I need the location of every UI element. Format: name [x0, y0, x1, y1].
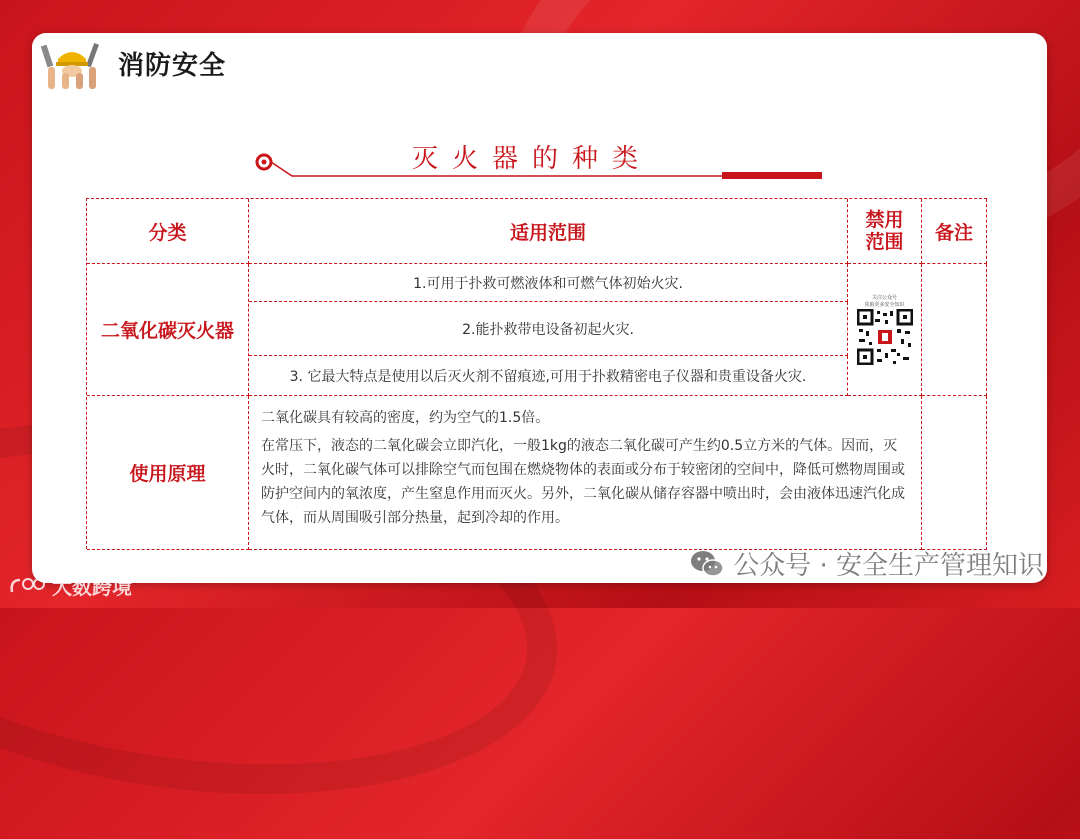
content-card: [32, 33, 1047, 583]
principle-paragraph-1: 二氧化碳具有较高的密度，约为空气的1.5倍。: [261, 410, 550, 426]
header-prohibited: [848, 199, 922, 264]
scope-item-2: 2.能扑救带电设备初起火灾.: [249, 302, 848, 356]
header-prohibited-label: 禁用 范围: [865, 209, 904, 253]
header-category: 分类: [87, 199, 249, 264]
header-scope: 适用范围: [249, 199, 848, 264]
remarks-principle: [922, 396, 987, 550]
qr-code-icon: [857, 309, 913, 365]
scope-item-1: 1.可用于扑救可燃液体和可燃气体初始火灾.: [249, 264, 848, 302]
page-heading: 灭火器的种类: [412, 144, 653, 174]
brand-watermark-text: 大数跨境: [52, 575, 132, 599]
qr-cell: [848, 264, 922, 396]
scope-item-3: 3. 它最大特点是使用以后灭火剂不留痕迹,可用于扑救精密电子仪器和贵重设备火灾.: [249, 356, 848, 396]
wechat-watermark-text: 公众号 · 安全生产管理知识: [733, 551, 1044, 581]
brand-watermark: [8, 571, 132, 600]
principle-paragraph-2: 在常压下，液态的二氧化碳会立即汽化，一般1kg的液态二氧化碳可产生约0.5立方米的气体。因而，灭火时，二氧化碳气体可以排除空气而包围在燃烧物体的表面或分布于较密闭的空间中，降低可燃物周围或防护空间内的氧浓度，产生窒息作用而灭火。另外，二氧化碳从储存容器中喷出时，会由液体迅速汽化成气体，而从周围吸引部分热量，起到冷却的作用。: [261, 438, 905, 526]
qr-caption-1: 关注公众号: [871, 294, 897, 301]
principle-text: [249, 396, 922, 550]
heading-block: [252, 138, 832, 188]
qr-caption-2: 获取更多安全知识: [864, 301, 905, 308]
workers-with-tools-icon: [40, 39, 104, 91]
brand-logo-icon: [8, 574, 48, 598]
extinguisher-table: [86, 198, 987, 549]
section-title: 消防安全: [118, 51, 227, 81]
remarks-co2: [922, 264, 987, 396]
principle-label: 使用原理: [87, 396, 249, 550]
category-co2: 二氧化碳灭火器: [87, 264, 249, 396]
wechat-watermark: [689, 545, 1044, 582]
wechat-icon: [689, 549, 725, 579]
header-remarks: 备注: [922, 199, 987, 264]
